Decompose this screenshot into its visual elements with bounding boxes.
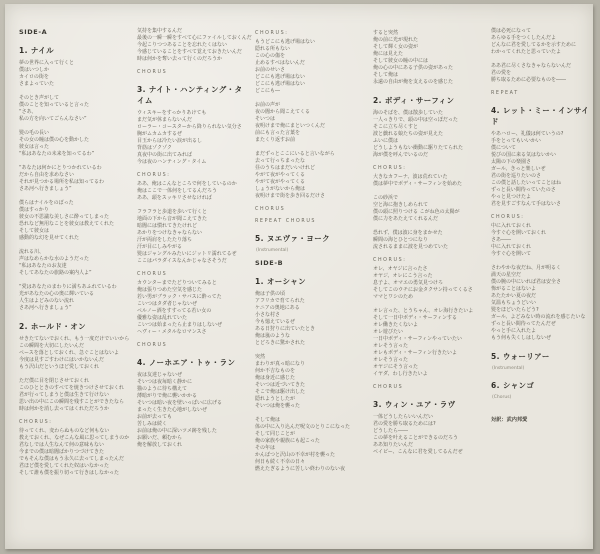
lyric-line: ただ僕に目を閉じさせておくれ [19,378,90,384]
lyric-line: 僕の腕の中にいれば君は安全さ [491,279,562,285]
lyric-line: 俺は身近に感じた [255,375,296,381]
lyric-line: そしてあなたの旅路の案内人よ” [19,270,92,276]
lyric-line: さあ―― [491,237,512,243]
lyric-line: ああ君に尽くさなきゃならないんだ [491,63,572,69]
chorus-label: CHORUS [255,207,286,212]
stanza [137,280,243,336]
lyric-line: やあハロー、礼儀は何ていうの? [491,131,564,137]
lyric-line: 悦びの国に来る気はないかい [491,152,557,158]
lyric-line: どこにも― [255,88,281,94]
lyric-line: 感動的な幻を見せてくれた [19,235,80,241]
lyric-line: 何日も続く不幸の日々 [255,459,306,465]
lyric-line: 若い男がブラック・サバスに酔ってた [137,294,222,300]
track-title: 3. ナイト・ハンティング・タイム [137,85,243,105]
lyric-line: 中に入れておくれ [491,223,532,229]
lyric-line: 瞬間の海とひとつになり [373,237,428,243]
lyric-line: 君なしでは人生なんて何の意味もない [19,442,105,448]
lyric-line: 目玉からは冷たい涙が出るし [137,138,203,144]
lyric-line: そして輝く女の姿が [373,44,419,50]
lyric-line: せきたてないでおくれ、もう一度だけでいいから [19,336,130,342]
lyric-line: そいつは夜毎暗く静かに [137,379,193,385]
lyric-line: ある日狩りに出ていたとき [255,326,316,332]
chorus-label: CHORUS [137,272,168,277]
lyric-line: そいつは暗い夜を壁いっぱいに広げる [137,400,223,406]
stanza [373,266,479,301]
lyric-line: そして彼女は [19,228,50,234]
track-title: 1. オーシャン [255,277,307,286]
lyric-line: 太陽の下の楽園さ [491,159,532,165]
lyric-line: 私の方を向いてごらんなさい” [19,116,87,122]
lyric-line: 僕はすっかり [19,207,49,213]
lyric-line: 時は何かを奪い去って行くのだろうか [137,56,223,62]
lyric-line: ガール、よどみない時の流れを感じたいな [491,314,586,320]
lyric-line: 汗が目にしみやがる [137,244,183,250]
lyric-line: 地面の下から音が聞こえてきた [137,216,208,222]
lyric-line: 止めるすべはないんだ [255,60,305,66]
lyric-line: 僕はいつしか [19,67,50,73]
lyric-line: そして俺は [255,417,281,423]
lyrics-column-1 [19,18,137,541]
lyric-line: そしてこのウチにお金タクサン持ってくるさ [373,287,473,293]
chorus-label: CHORUS: [373,258,407,263]
stanza [137,372,243,449]
lyric-line: 大きなカフーナ、波は荒れていた [373,174,448,180]
lyric-line: 夜の闇から聞こえてくる [255,109,311,115]
lyric-line: 俺には見えた [373,51,404,57]
lyric-line: 薄暗がりで俺に襲いかかる [137,393,198,399]
lyric-line: フラフラと歩道を歩いて行くと [137,209,208,215]
lyric-line: 夢の世界に入って行くと [19,60,75,66]
lyric-line: もうどこにも逃げ場はない [255,39,316,45]
instrumental-note: (Instrumental) [492,366,525,371]
stanza [19,95,125,123]
lyric-line: そいつは俺を襲った [255,403,301,409]
lyric-line: どうしたら―― [373,428,409,434]
lyric-line: 今起こりつつあることを忘れたくはない [137,42,228,48]
lyric-line: 君が行ってしまうと僕は生きて行けない [19,392,110,398]
lyric-line: 怖がることはないよ [491,286,537,292]
lyric-line: “私はあなたの未来を知ってるわ” [19,151,95,157]
stanza [19,200,125,242]
lyric-line: そして誰も僕を振り切って行きはしなかった [19,470,120,476]
stanza [373,195,479,223]
lyric-line: 俺は嵐のような [255,333,291,339]
lyric-line: 今すぐ心を開いて [491,251,532,257]
lyric-line: ガール、きっと楽しいぜ [491,166,546,172]
lyric-line: 体の中に入り込んだ呪文のとりこになった [255,424,351,430]
lyric-line: 俺は子供の頃 [255,291,286,297]
lyric-line: しょうがないから俺は [255,186,306,192]
chorus-label: CHORUS: [255,31,289,36]
lyric-line: 中に入れておくれ [491,244,532,250]
lyric-line: 猫のように待ち構えて [137,386,188,392]
lyric-line: こいつは始まったら止まりはしないぜ [137,322,223,328]
stanza [491,131,597,208]
lyric-line: とどろきに驚かされた [255,340,306,346]
lyric-line: ママとワシのため [373,294,414,300]
lyric-line: “私はあなたのお友達 [19,263,67,269]
lyric-line: もう何も失くしはしないぜ [491,335,552,341]
lyric-line: 胸がムカムカするぜ [137,131,182,137]
lyric-line: 髪をほどいたらどう? [491,307,539,313]
lyric-line: 真夜中の街に出てみれば [137,152,193,158]
chorus-label: CHORUS: [19,420,53,425]
lyrics-column-3 [255,18,373,541]
chorus-label: REPEAT [491,91,519,96]
stanza [19,130,125,158]
lyric-line: 昼のうちはまだいいけれど [255,165,316,171]
lyric-line: オヤジにそう言った [373,364,418,370]
lyric-line: 彼女の不思議な美しさに酔ってしまった [19,214,110,220]
side-label: SIDE-B [255,259,284,267]
lyric-line: あらゆる手をつくしたんだよ [491,35,557,41]
lyric-line: 時は何かを消し去ってはくれただろうか [19,406,110,412]
lyric-line: 髪の毛の長い [19,130,50,136]
lyric-line: ローラー・コースターから降りられない気分さ [137,124,242,130]
track-title: 5. ヌエヴァ・ヨーク [255,234,331,243]
lyric-line: イヤダ、わし行きたいよ [373,371,428,377]
lyric-line: “さあ、 [19,109,37,115]
lyric-line: お前が去っても [137,414,173,420]
chorus-label: CHORUS [137,70,168,75]
translator-credit: 対訳：武内邦愛 [491,417,528,423]
lyric-line: そいつは [255,116,276,122]
lyric-line: 一人っきりで、頭の中は空っぽだった [373,117,458,123]
lyric-line: そして彼女の瞳の中には [373,58,429,64]
lyric-line: そして一日中ボディ・サーフィンする [373,315,457,321]
lyric-sheet [5,4,593,549]
lyric-line: “あなたは何かにとりつかれているわ [19,165,102,171]
lyric-line: 気温もちょうどいい [491,300,537,306]
lyric-line: 一体どうしたらいいんだい [373,414,434,420]
lyric-line: その年は [255,445,276,451]
lyric-line: ヘヴィー・メタルなロマンスさ [137,329,207,335]
lyric-line: ずっと長い間待っていたのさ [491,187,556,193]
lyric-line: まわりが真っ暗になり [255,361,306,367]
lyric-line: この心の傷を [255,53,286,59]
lyric-line: もう沢山だというほど愛しておくれ [19,364,100,370]
lyric-line: かんばつと沢山の不幸が村を襲った [255,452,336,458]
lyrics-column-5 [491,18,600,541]
track-title: 2. ホールド・オン [19,322,87,331]
lyric-line: 僕に力をあたえてくれるんだ [373,216,439,222]
lyric-line: 教えておくれ、なぜこんな風に思ってしまうのか [19,435,130,441]
lyric-line: それが見つかる場所を私は知ってるわ [19,179,105,185]
lyric-line: こいつはタダ者じゃないぜ [137,301,198,307]
stanza [491,265,597,342]
lyric-line: すると突然 [373,30,399,36]
lyric-line: どうしようもない衝動に駆りたてられた [373,145,464,151]
lyric-line: 去って行っちまったな [255,158,306,164]
lyric-line: やっと見つけたよ [491,194,532,200]
stanza [255,354,361,410]
track-title: 1. ナイル [19,46,55,55]
track-title: 4. レット・ミー・インサイド [491,106,590,126]
lyric-line: お前は俺の中に深いツメ跡を残した [137,428,217,434]
stanza [19,165,125,193]
lyric-line: またくり返すお前 [255,137,296,143]
lyric-line: 声はなめらかな水のようだった [19,256,90,262]
lyric-line: 一日中ボディ・サーフィンやっていたい [373,336,462,342]
lyric-line: どんなに君を愛してるかを示すために [491,42,577,48]
lyric-line: 手をとってもいいかい [491,138,541,144]
stanza [19,336,130,371]
side-label: SIDE-A [19,28,48,36]
stanza [255,39,361,95]
lyric-line: 優雅な姿は乱れていた [137,315,188,321]
stanza [137,110,243,166]
lyric-line: 波と戯れる娘たちの姿が見えた [373,131,444,137]
lyric-line: 今感じていることをすべて覚えておきたいんだ [137,49,242,55]
lyric-line: あかりをつけなきゃならない [137,230,203,236]
lyric-line: お願いだ、頼むから [137,435,183,441]
lyric-line: お前の声が [255,102,281,108]
lyric-line: ここはパラダイスなんかじゃなさそうだ [137,258,227,264]
lyric-line: 流れる川、 [19,249,45,255]
lyric-line: さあ河へ行きましょう” [19,186,72,192]
lyric-line: 今度は見すごすわけにはいかないんだ [19,357,105,363]
lyric-line: 光があなたの心の奥に輝いている [19,291,95,297]
stanza [491,28,597,56]
lyric-line: 突然 [255,354,266,360]
lyric-line: どこにも逃げ場はない [255,74,306,80]
lyric-line: 俺を解放しておくれ [137,442,183,448]
lyric-line: そこで俺は駆け出した [255,389,306,395]
lyric-line: オレ、オヤジに言ったさ [373,266,428,272]
chorus-label: REPEAT CHORUS [255,219,317,224]
lyric-line: 気持を集中するんだ [137,28,183,34]
track-title: 4. ノーホエア・トゥ・ラン [137,358,236,367]
lyric-line: 今までの僕は暗闇ばかりつづけてきた [19,449,105,455]
lyric-line: 汗が両肩をしたたり落ち [137,237,193,243]
lyric-line: 俺の前に光が現れた [373,37,419,43]
lyric-line: わかってくれたと思っていたよ [491,49,562,55]
lyric-line: 今も憶えているぜ [255,319,295,325]
lyric-line: そして同じことが [255,431,296,437]
lyric-line: 君を見すごすなんて手はないさ [491,201,562,207]
lyric-line: ペースを落としておくれ、急ぐことはないよ [19,350,120,356]
stanza [373,230,479,251]
lyric-line: その女の瞳は僕の心を動かした [19,137,90,143]
track-title: 6. シャンゴ [491,381,535,390]
lyric-line: 僕らはナイルをのぼった [19,200,74,206]
stanza [19,284,125,312]
lyric-line: 小さな村さ [255,312,281,318]
lyric-line: 何か不吉なものを [255,368,296,374]
stanza [255,291,361,347]
instrumental-note: (Chorus) [492,395,512,400]
lyric-line: 僕のことを知っていると言った [19,102,90,108]
lyric-line: 夜明けまで街を歩き回るだけさ [255,193,326,199]
stanza [137,181,243,202]
lyric-line: 待ってくれ、変わらぬものなど何もない [19,428,110,434]
stanza [373,30,479,86]
lyric-line: 勝ち取るために必要なものを―― [491,77,567,83]
lyric-line: やがて夜がやってくる [255,172,306,178]
stanza [19,60,125,88]
stanza [19,428,130,477]
lyric-line: オヤジ、オレにこう言った [373,273,433,279]
lyric-line: 俺は張りつめた空気を感じた [137,287,203,293]
lyric-line: 空と海に抱きしめられて [373,202,429,208]
stanza [255,102,361,144]
lyric-line: ずっと長い間待ってたんだぜ [491,321,556,327]
lyric-line: まったく生きた心地がしないぜ [137,407,208,413]
lyric-line: ケニアの奥地にある [255,305,300,311]
lyric-line: 君ほど僕を愛してくれた奴はいなかった [19,463,110,469]
lyric-line: “愛はあなたのまわりに満ちあふれているわ [19,284,117,290]
lyric-line: 燃えたぎるように苦しい終わりのない夜 [255,466,346,472]
lyric-line: お前のせいさ [255,67,286,73]
lyric-line: そして俺は [373,72,399,78]
lyrics-column-2 [137,18,255,541]
lyric-line: そのとき声がして [19,95,60,101]
chorus-label: CHORUS: [137,173,171,178]
chorus-label: CHORUS [137,343,168,348]
track-title: 2. ボディ・サーフィン [373,96,455,105]
lyric-line: 君の愛を勝ち取るためには? [373,421,436,427]
lyric-line: 僕は夢中でボディ・サーフィンを始めた [373,181,462,187]
lyric-line: 苦しみは続く [137,421,168,427]
lyric-line: まだずっとここにいると言いながら [255,151,335,157]
lyric-line: 前にも言った言葉を [255,130,301,136]
lyric-line: そいつは近づいてきた [255,382,306,388]
lyric-line: ああ、俺はこんなところで何をしているのか [137,181,237,187]
track-title: 5. ウォーリアー [491,352,550,361]
lyric-line: でもそんな僕はもう永久に去ってしまったんだ [19,456,125,462]
lyric-line: 俺の家族や親族にも起こった [255,438,320,444]
lyric-line: 君の愛を [491,70,512,76]
lyric-line: オレ働きたくないよ [373,322,419,328]
lyric-line: 思い出の中にこの瞬間を残すことができたなら [19,399,125,405]
lyric-line: 最後の一瞬一瞬をすべて心にファイルしておくんだ [137,35,252,41]
lyric-line: ふいに僕は [373,138,399,144]
lyric-line: 俺はここで一体何をしてるんだろう [137,188,218,194]
lyric-line: さまよっていた [19,81,55,87]
chorus-label: CHORUS: [491,215,525,220]
chorus-label: CHORUS [373,385,404,390]
lyric-line: 永遠の自由が俺を支えるのを感じた [373,79,454,85]
stanza [137,28,252,63]
lyric-line: 恐れず、僕は波に身をまかせた [373,230,443,236]
lyric-line: 僕について [491,145,516,151]
lyric-line: ああ知りたいんだ [373,442,414,448]
lyric-line: 隠れようとしたが [255,396,296,402]
stanza [373,110,479,159]
lyric-line: どこにも逃げ場はない [255,81,306,87]
lyric-line: さわやかな夜だね、月が明るく [491,265,562,271]
stanza [255,417,361,473]
lyric-line: 今は夜のハンティング・タイム [137,159,207,165]
lyric-line: 恐れなど無用なことを彼女は教えてくれた [19,221,115,227]
lyric-line: オレ遊びたい [373,329,404,335]
lyric-line: あたたかい夏の夜だ [491,293,537,299]
lyric-line: やっと手に入れたよ [491,328,537,334]
lyric-line: アフリカで育てられた [255,298,305,304]
lyric-line: 君の街を巡りたいのさ [491,173,542,179]
stanza [373,308,479,378]
lyric-line: だから自由を求めなさい [19,172,75,178]
lyric-line: この夢を叶えることができるのだろう [373,435,459,441]
stanza [373,414,479,456]
stanza [137,209,243,265]
lyric-line: ウィスキーをすっかりあけても [137,110,207,116]
lyric-line: そこに立ち尽くすと [373,124,419,130]
lyric-line: この僕と話したいってことはね [491,180,562,186]
lyric-line: まだ気が休まらないんだ [137,117,193,123]
stanza [491,63,597,84]
lyric-line: 髪はジャングルみたいにジットリ濡れてるぜ [137,251,237,257]
lyric-line: このひとときのすべてを焼きつけさせておくれ [19,385,124,391]
stanza [491,223,597,258]
lyric-line: ベイビー、こんなに君を愛してるんだぜ [373,449,463,455]
lyric-line: カウンターまでたどりついてみると [137,280,217,286]
lyric-line: 暗闇には慣れてきたけれど [137,223,198,229]
lyric-line: 僕の頭に照りつける こがね色の太陽が [373,209,460,215]
lyric-line: 背筋はゾクゾク [137,145,172,151]
lyric-line: 流されるままに波を見つめていた [373,244,449,250]
lyric-line: 海のそばを、僕は散歩していた [373,110,444,116]
lyric-line: 満天の星空だ [491,272,522,278]
lyric-line: やがて夜がやってくる [255,179,306,185]
stanza [19,249,125,277]
lyrics-column-4 [373,18,491,541]
stanza [255,151,361,200]
lyric-line: 俺の心の中にある子供の姿があった [373,65,453,71]
lyric-line: カイロの街を [19,74,49,80]
lyric-line: オレ言った、とうちゃん、オレ海行きたいよ [373,308,474,314]
lyric-line: さあ河へ行きましょう” [19,305,72,311]
lyric-line: オレそう言った [373,343,409,349]
lyric-line: 海が僕を呼んでいるのだ [373,152,429,158]
instrumental-note: (Instrumental) [256,248,289,253]
lyric-line: この砂浜で [373,195,399,201]
lyric-line: 僕は必死になって [491,28,532,34]
chorus-label: CHORUS: [373,166,407,171]
lyric-line: ああ、頭をスッキリさせなければ [137,195,212,201]
lyric-line: オレもボディ・サーフィン行きたいよ [373,350,457,356]
lyric-line: 隠れる所もない [255,46,291,52]
stanza [373,174,479,188]
track-title: 3. ウィン・ユア・ラヴ [373,400,456,409]
lyric-line: この瞬間を大切にしたいんだ [19,343,85,349]
lyric-line: オレそう言った [373,357,409,363]
lyric-line: 人生はよどみのない流れ [19,298,75,304]
lyric-line: 彼女は言った [19,144,50,150]
lyric-line: 今すぐ心を開いておくれ [491,230,547,236]
lyric-line: 息子よ、オマエの勇気見つけろ [373,280,444,286]
lyric-line: 夜明けまで俺にまといつくんだ [255,123,326,129]
lyric-line: ペルノー酒をすすってる若い女の [137,308,212,314]
lyric-line: 夜は友達じゃないぜ [137,372,183,378]
stanza [19,378,125,413]
